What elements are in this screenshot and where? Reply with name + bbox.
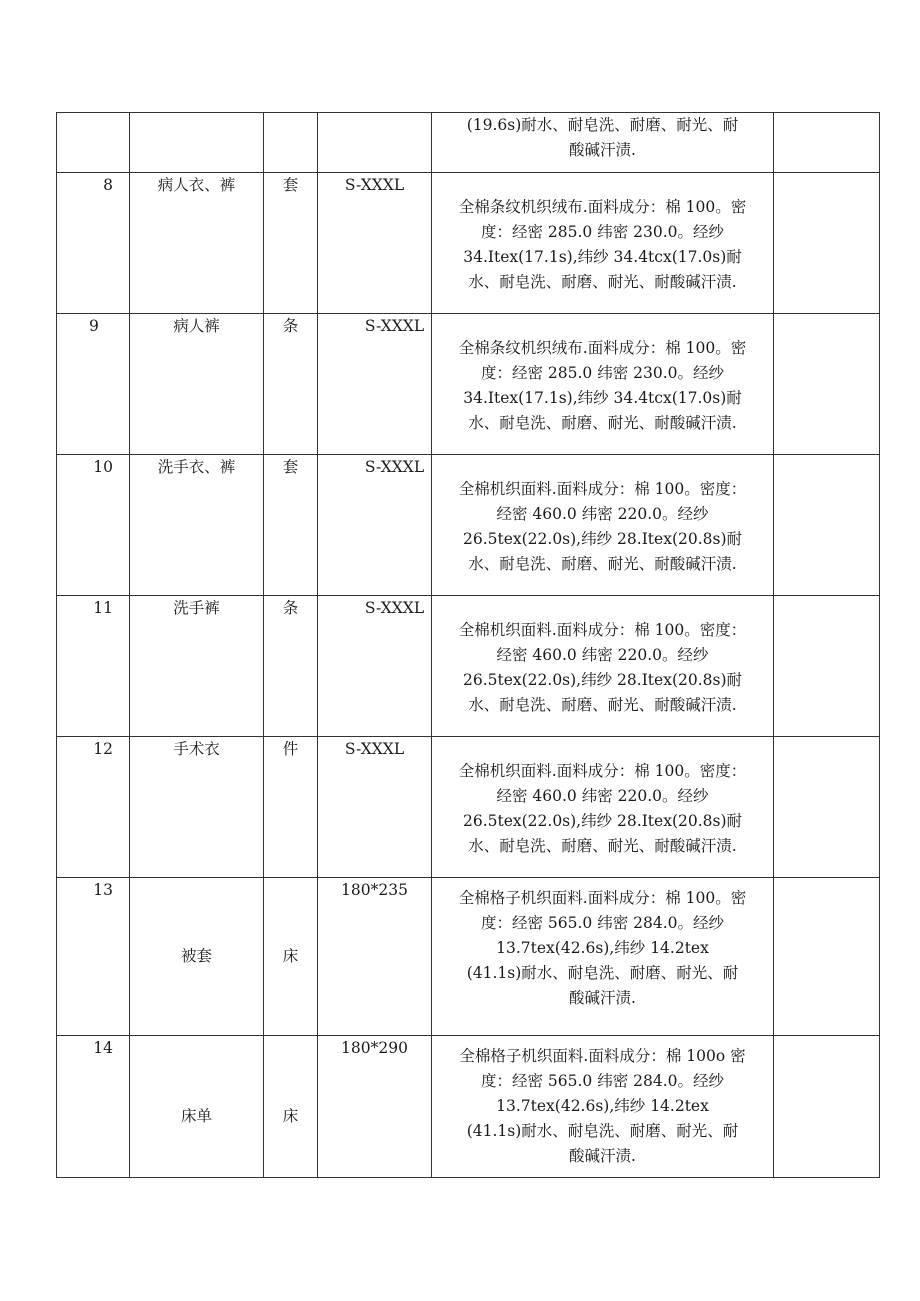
- description-line: 水、耐皂洗、耐磨、耐光、耐酸碱汗渍.: [468, 273, 737, 291]
- table-row: [57, 878, 880, 1036]
- item-name: 洗手衣、裤: [130, 455, 264, 596]
- description-line: 水、耐皂洗、耐磨、耐光、耐酸碱汗渍.: [468, 414, 737, 432]
- description-line: 全棉机织面料.面料成分：棉 100。密度：: [458, 621, 747, 639]
- item-description: [432, 596, 774, 737]
- item-number: 12: [57, 737, 130, 878]
- item-number: 11: [57, 596, 130, 737]
- item-size: S-XXXL: [318, 314, 432, 455]
- description-line: 26.5tex(22.0s),纬纱 28.Itex(20.8s)耐: [462, 530, 743, 548]
- description-line: 度：经密 285.0 纬密 230.0。经纱: [480, 223, 725, 241]
- description-line: 全棉条纹机织绒布.面料成分：棉 100。密: [458, 198, 747, 216]
- description-line: 酸碱汗渍.: [569, 1147, 636, 1165]
- item-name: 床单: [130, 1036, 264, 1178]
- item-size: [318, 113, 432, 173]
- description-line: 全棉机织面料.面料成分：棉 100。密度：: [458, 480, 747, 498]
- item-size: S-XXXL: [318, 173, 432, 314]
- description-line: 水、耐皂洗、耐磨、耐光、耐酸碱汗渍.: [468, 837, 737, 855]
- description-line: 酸碱汗渍.: [569, 141, 636, 159]
- table-row: [57, 1036, 880, 1178]
- description-line: (19.6s)耐水、耐皂洗、耐磨、耐光、耐: [466, 116, 739, 134]
- remarks-cell: [774, 314, 880, 455]
- description-line: 经密 460.0 纬密 220.0。经纱: [496, 505, 709, 523]
- item-number: 9: [57, 314, 130, 455]
- description-line: 全棉格子机织面料.面料成分：棉 100o 密: [459, 1047, 746, 1065]
- description-line: 度：经密 285.0 纬密 230.0。经纱: [480, 364, 725, 382]
- description-line: 酸碱汗渍.: [569, 989, 636, 1007]
- item-size: S-XXXL: [318, 455, 432, 596]
- item-name: 病人衣、裤: [130, 173, 264, 314]
- description-line: 水、耐皂洗、耐磨、耐光、耐酸碱汗渍.: [468, 696, 737, 714]
- item-description: [432, 737, 774, 878]
- description-line: 度：经密 565.0 纬密 284.0。经纱: [480, 1072, 725, 1090]
- description-line: 水、耐皂洗、耐磨、耐光、耐酸碱汗渍.: [468, 555, 737, 573]
- item-name: [130, 113, 264, 173]
- item-size: S-XXXL: [318, 737, 432, 878]
- item-size: 180*235: [318, 878, 432, 1036]
- item-name: 洗手裤: [130, 596, 264, 737]
- item-description: [432, 173, 774, 314]
- item-description: [432, 878, 774, 1036]
- description-line: 34.Itex(17.1s),纬纱 34.4tcx(17.0s)耐: [463, 248, 742, 266]
- item-unit: 套: [264, 173, 318, 314]
- table-row: [57, 113, 880, 173]
- description-line: 26.5tex(22.0s),纬纱 28.Itex(20.8s)耐: [462, 671, 743, 689]
- remarks-cell: [774, 173, 880, 314]
- description-line: 全棉格子机织面料.面料成分：棉 100。密: [458, 889, 747, 907]
- remarks-cell: [774, 737, 880, 878]
- item-name: 被套: [130, 878, 264, 1036]
- description-line: 度：经密 565.0 纬密 284.0。经纱: [480, 914, 725, 932]
- item-unit: 套: [264, 455, 318, 596]
- table-row: [57, 455, 880, 596]
- item-unit: 条: [264, 314, 318, 455]
- description-line: 34.Itex(17.1s),纬纱 34.4tcx(17.0s)耐: [463, 389, 742, 407]
- item-unit: 床: [264, 1036, 318, 1178]
- item-description: [432, 113, 774, 173]
- description-line: 26.5tex(22.0s),纬纱 28.Itex(20.8s)耐: [462, 812, 743, 830]
- item-description: [432, 455, 774, 596]
- item-description: [432, 314, 774, 455]
- spec-table: [56, 112, 880, 1178]
- item-number: 10: [57, 455, 130, 596]
- item-unit: 床: [264, 878, 318, 1036]
- remarks-cell: [774, 878, 880, 1036]
- table-row: [57, 314, 880, 455]
- item-size: S-XXXL: [318, 596, 432, 737]
- table-row: [57, 596, 880, 737]
- description-line: 13.7tex(42.6s),纬纱 14.2tex: [496, 939, 709, 957]
- item-unit: 件: [264, 737, 318, 878]
- description-line: 经密 460.0 纬密 220.0。经纱: [496, 646, 709, 664]
- description-line: 经密 460.0 纬密 220.0。经纱: [496, 787, 709, 805]
- description-line: 全棉机织面料.面料成分：棉 100。密度：: [458, 762, 747, 780]
- item-unit: [264, 113, 318, 173]
- description-line: (41.1s)耐水、耐皂洗、耐磨、耐光、耐: [466, 1122, 739, 1140]
- description-line: 全棉条纹机织绒布.面料成分：棉 100。密: [458, 339, 747, 357]
- item-name: 病人裤: [130, 314, 264, 455]
- item-number: [57, 113, 130, 173]
- description-line: (41.1s)耐水、耐皂洗、耐磨、耐光、耐: [466, 964, 739, 982]
- item-name: 手术衣: [130, 737, 264, 878]
- table-row: [57, 737, 880, 878]
- item-description: [432, 1036, 774, 1178]
- item-size: 180*290: [318, 1036, 432, 1178]
- table-row: [57, 173, 880, 314]
- item-number: 13: [57, 878, 130, 1036]
- remarks-cell: [774, 596, 880, 737]
- description-line: 13.7tex(42.6s),纬纱 14.2tex: [496, 1097, 709, 1115]
- remarks-cell: [774, 1036, 880, 1178]
- item-number: 14: [57, 1036, 130, 1178]
- item-number: 8: [57, 173, 130, 314]
- item-unit: 条: [264, 596, 318, 737]
- remarks-cell: [774, 455, 880, 596]
- remarks-cell: [774, 113, 880, 173]
